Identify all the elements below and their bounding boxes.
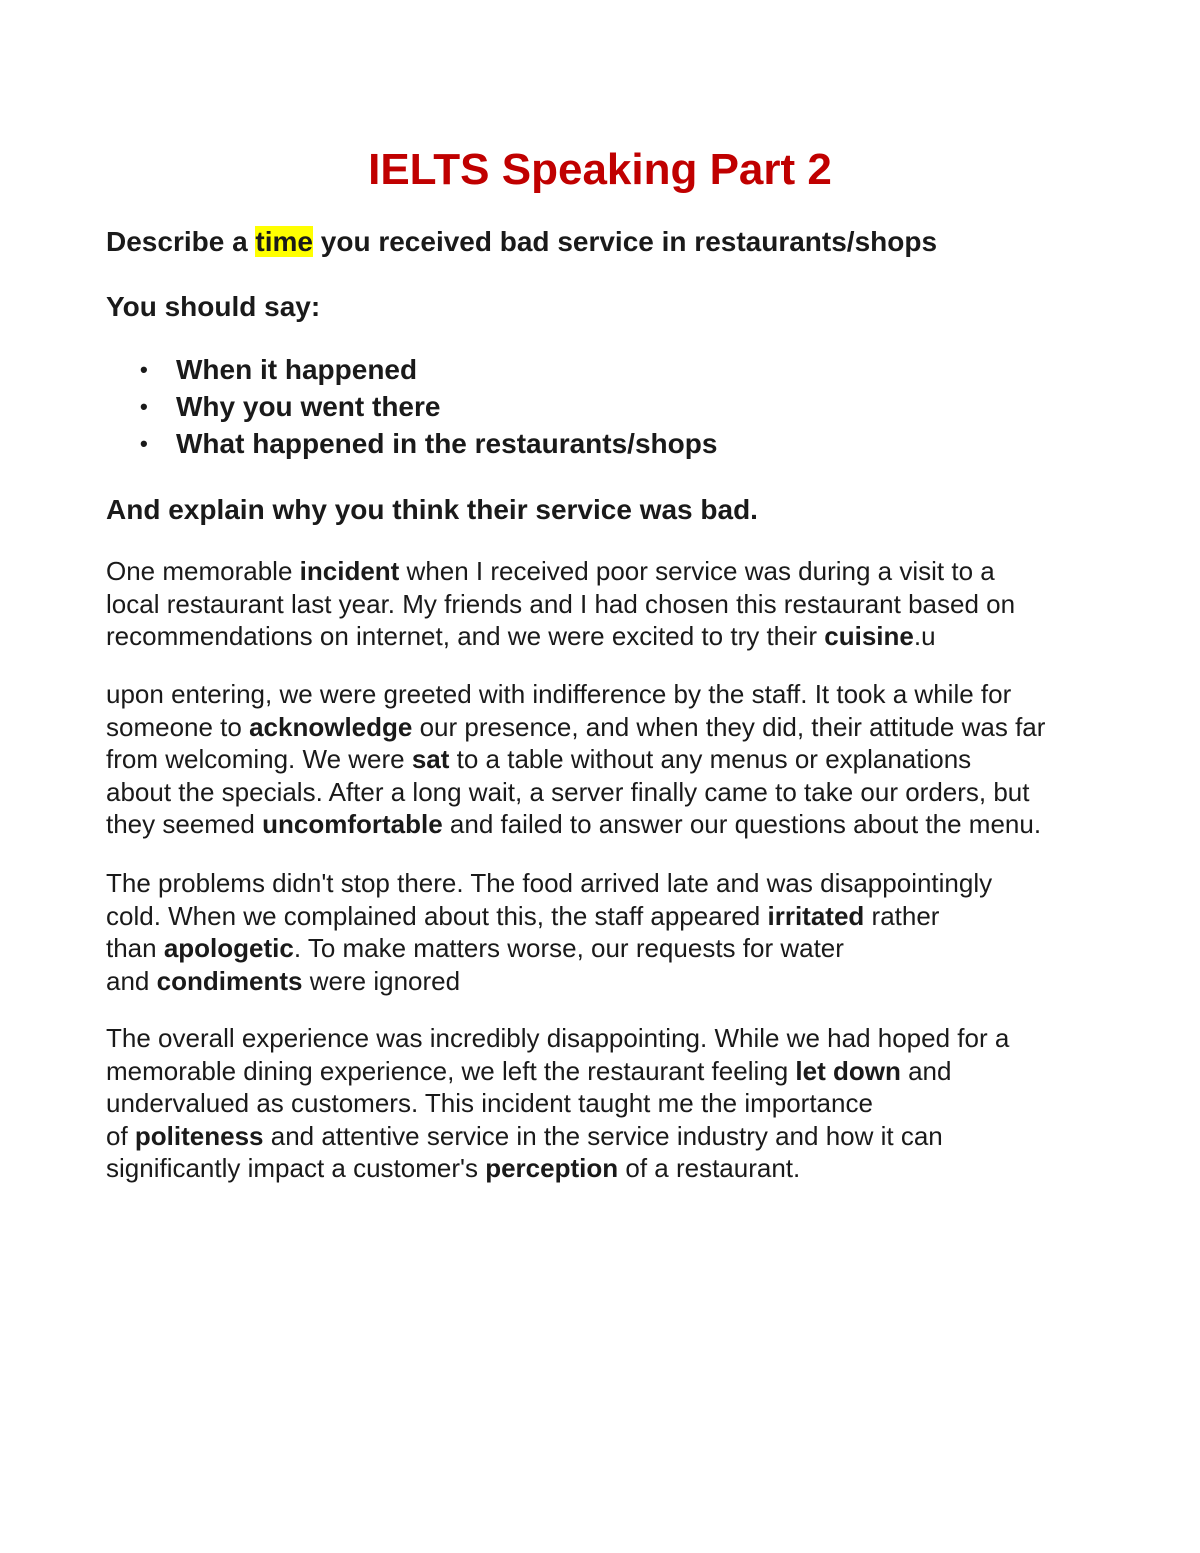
text-line <box>106 900 1106 933</box>
vocab-term: cuisine <box>824 621 914 651</box>
text-line <box>106 808 1106 841</box>
vocab-term: irritated <box>767 900 865 931</box>
vocab-term: let down <box>795 1055 901 1086</box>
should-say-heading: You should say: <box>106 291 321 322</box>
answer-paragraph-3 <box>106 867 1106 997</box>
prompt-text-start: Describe a <box>106 226 256 257</box>
text-run: recommendations on internet, and we were excited to try their <box>106 621 825 651</box>
answer-paragraph-1 <box>106 555 1106 653</box>
list-item <box>106 388 717 425</box>
explain-heading: And explain why you think their service was bad. <box>106 494 758 525</box>
page-title: IELTS Speaking Part 2 <box>368 145 832 194</box>
text-line: The problems didn't stop there. The food arrived late and was disappointingly <box>106 868 993 898</box>
text-line <box>106 1055 1106 1088</box>
bullet-icon: • <box>140 431 148 456</box>
vocab-term: condiments <box>156 965 303 996</box>
text-run: significantly impact a customer's <box>106 1153 486 1183</box>
cue-list <box>106 351 717 462</box>
text-run: and attentive service in the service industry and how it can <box>263 1120 943 1151</box>
text-run: were ignored <box>302 965 461 996</box>
text-run: and <box>106 965 157 996</box>
cue-text: Why you went there <box>176 391 441 422</box>
vocab-term: sat <box>411 744 450 774</box>
vocab-term: apologetic <box>163 933 294 963</box>
text-run: .u <box>913 621 936 651</box>
prompt-text-end: you received bad service in restaurants/shops <box>313 226 938 257</box>
text-run: cold. When we complained about this, the staff appeared <box>106 900 768 931</box>
text-line <box>106 932 1106 965</box>
text-run: someone to <box>106 711 250 742</box>
text-run: One memorable <box>106 556 300 586</box>
text-run: memorable dining experience, we left the restaurant feeling <box>106 1055 796 1086</box>
highlighted-word: time <box>255 226 313 257</box>
bullet-icon: • <box>140 357 148 382</box>
text-line: about the specials. After a long wait, a server finally came to take our orders, but <box>106 776 1030 807</box>
vocab-term: incident <box>299 556 400 586</box>
text-run: our presence, and when they did, their attitude was far <box>412 711 1046 742</box>
vocab-term: politeness <box>134 1120 264 1151</box>
text-run: from welcoming. We were <box>106 744 412 774</box>
text-run: and failed to answer our questions about the menu. <box>442 809 1042 839</box>
text-run: . To make matters worse, our requests for water <box>293 933 844 963</box>
text-line <box>106 555 1106 588</box>
text-run: when I received poor service was during a visit to a <box>399 556 995 586</box>
text-line: local restaurant last year. My friends and I had chosen this restaurant based on <box>106 588 1016 619</box>
text-run: they seemed <box>106 809 263 839</box>
cue-text: What happened in the restaurants/shops <box>176 428 718 459</box>
text-line <box>106 620 1106 653</box>
text-run: of a restaurant. <box>618 1153 801 1183</box>
list-item <box>106 351 717 388</box>
text-run: than <box>106 933 164 963</box>
text-line <box>106 1120 1106 1153</box>
text-run: to a table without any menus or explanations <box>449 744 972 774</box>
vocab-term: perception <box>485 1153 619 1183</box>
text-line: undervalued as customers. This incident taught me the importance <box>106 1088 873 1118</box>
text-line <box>106 711 1106 744</box>
answer-paragraph-4 <box>106 1022 1106 1185</box>
text-run: and <box>900 1055 952 1086</box>
text-line <box>106 965 1106 998</box>
text-run: rather <box>864 900 940 931</box>
cue-card-prompt <box>106 222 937 262</box>
text-line <box>106 743 1106 776</box>
text-run: of <box>106 1120 135 1151</box>
vocab-term: uncomfortable <box>262 809 443 839</box>
answer-paragraph-2 <box>106 678 1106 841</box>
cue-text: When it happened <box>176 354 418 385</box>
vocab-term: acknowledge <box>249 711 413 742</box>
bullet-icon: • <box>140 394 148 419</box>
text-line: upon entering, we were greeted with indifference by the staff. It took a while for <box>106 679 1012 709</box>
text-line: The overall experience was incredibly disappointing. While we had hoped for a <box>106 1023 1010 1053</box>
text-line <box>106 1152 1106 1185</box>
list-item <box>106 425 717 462</box>
